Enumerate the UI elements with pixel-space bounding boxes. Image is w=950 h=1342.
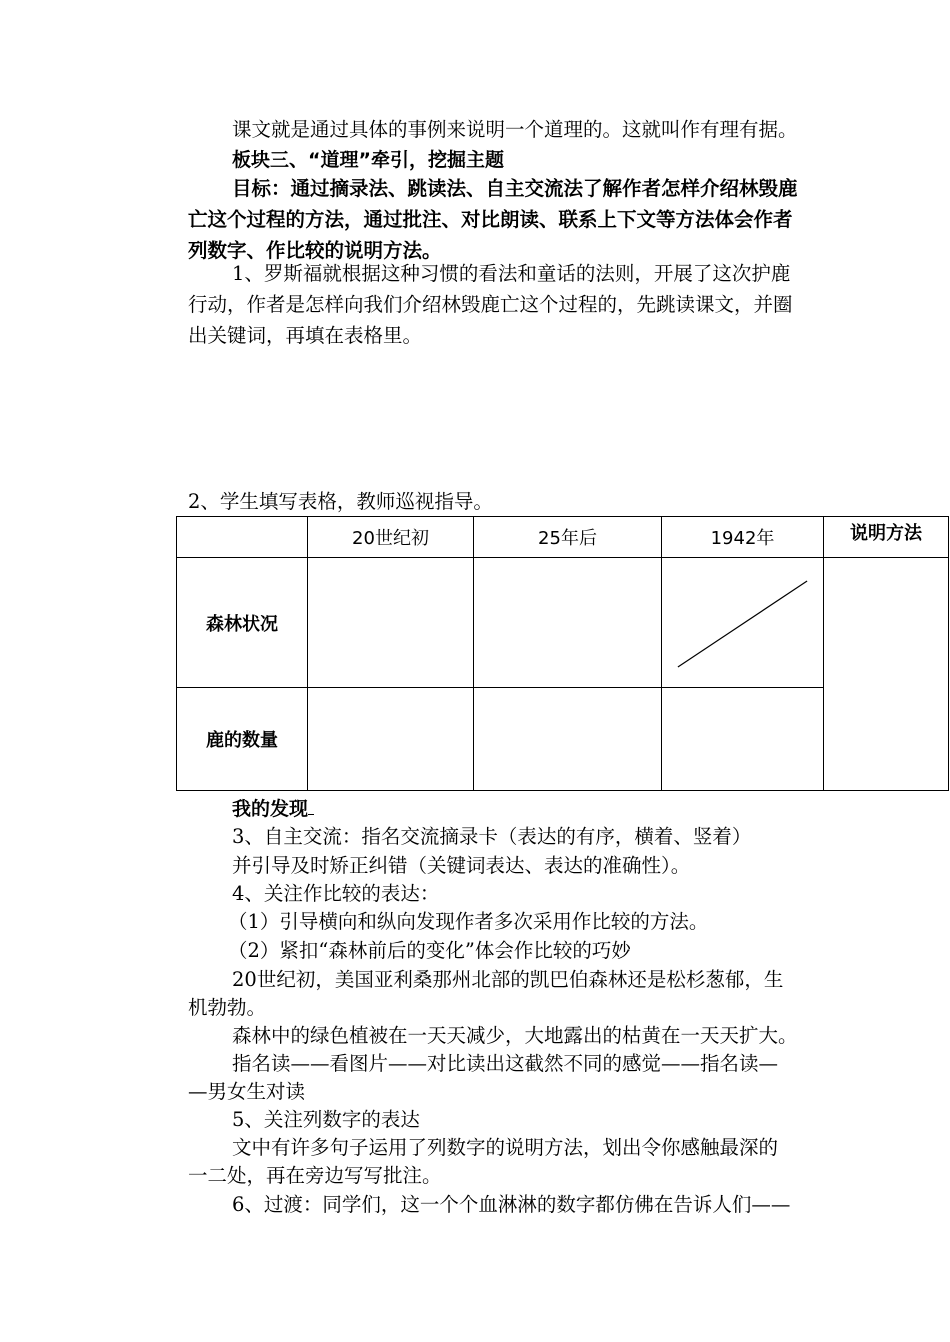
discovery-blank bbox=[308, 796, 314, 815]
table-header-corner bbox=[177, 517, 308, 558]
q6-line: 6、过渡：同学们，这一个个血淋淋的数字都仿佛在告诉人们—— bbox=[232, 1193, 791, 1216]
goal-line-2: 亡这个过程的方法，通过批注、对比朗读、联系上下文等方法体会作者 bbox=[188, 208, 793, 231]
table-cell[interactable] bbox=[474, 558, 662, 688]
goal-line-1: 目标：通过摘录法、跳读法、自主交流法了解作者怎样介绍林毁鹿 bbox=[232, 177, 798, 200]
q4-item-2: （2）紧扣“森林前后的变化”体会作比较的巧妙 bbox=[228, 939, 631, 962]
table-header-early-20th: 20世纪初 bbox=[308, 517, 474, 558]
discovery-text: 我的发现 bbox=[232, 798, 309, 820]
reading-line-2: —男女生对读 bbox=[188, 1080, 306, 1103]
table-header-1942: 1942年 bbox=[662, 517, 824, 558]
q5-line-2: 一二处，再在旁边写写批注。 bbox=[188, 1164, 442, 1187]
q1-line-2: 行动，作者是怎样向我们介绍林毁鹿亡这个过程的，先跳读课文，并圈 bbox=[188, 293, 793, 316]
table-header-25-years-later: 25年后 bbox=[474, 517, 662, 558]
q3-line-1: 3、自主交流：指名交流摘录卡（表达的有序，横着、竖着） bbox=[232, 825, 752, 848]
table-cell-slashed bbox=[662, 558, 824, 688]
question-2: 2、学生填写表格，教师巡视指导。 bbox=[188, 490, 493, 513]
question-1-paragraph bbox=[188, 260, 848, 350]
row-label-forest: 森林状况 bbox=[177, 558, 308, 688]
q5-line-1: 文中有许多句子运用了列数字的说明方法，划出令你感触最深的 bbox=[232, 1136, 779, 1159]
discovery-label bbox=[232, 795, 314, 823]
observation-table bbox=[176, 516, 949, 791]
quote-1-line-1: 20世纪初，美国亚利桑那州北部的凯巴伯森林还是松杉葱郁，生 bbox=[232, 968, 784, 991]
q1-line-1: 1、罗斯福就根据这种习惯的看法和童话的法则，开展了这次护鹿 bbox=[232, 262, 791, 285]
table-header-method: 说明方法 bbox=[824, 517, 949, 558]
q1-line-3: 出关键词，再填在表格里。 bbox=[188, 324, 423, 347]
reading-line-1: 指名读——看图片——对比读出这截然不同的感觉——指名读— bbox=[232, 1052, 779, 1075]
table-cell[interactable] bbox=[308, 688, 474, 791]
table-cell-method[interactable] bbox=[824, 558, 949, 791]
table-cell[interactable] bbox=[308, 558, 474, 688]
quote-1-line-2: 机勃勃。 bbox=[188, 996, 267, 1019]
table-cell[interactable] bbox=[474, 688, 662, 791]
goal-paragraph bbox=[188, 175, 848, 265]
q4-item-1: （1）引导横向和纵向发现作者多次采用作比较的方法。 bbox=[228, 910, 709, 933]
quote-2: 森林中的绿色植被在一天天减少，大地露出的枯黄在一天天扩大。 bbox=[232, 1024, 798, 1047]
diagonal-slash-icon bbox=[662, 559, 823, 687]
goal-line-3: 列数字、作比较的说明方法。 bbox=[188, 239, 442, 262]
q3-line-2: 并引导及时矫正纠错（关键词表达、表达的准确性）。 bbox=[232, 854, 691, 877]
paragraph-reasoning: 课文就是通过具体的事例来说明一个道理的。这就叫作有理有据。 bbox=[232, 118, 798, 141]
section-title: 板块三、“道理”牵引，挖掘主题 bbox=[232, 149, 504, 171]
table-cell[interactable] bbox=[662, 688, 824, 791]
row-label-deer: 鹿的数量 bbox=[177, 688, 308, 791]
q5-heading: 5、关注列数字的表达 bbox=[232, 1108, 420, 1131]
q4-heading: 4、关注作比较的表达： bbox=[232, 882, 440, 905]
